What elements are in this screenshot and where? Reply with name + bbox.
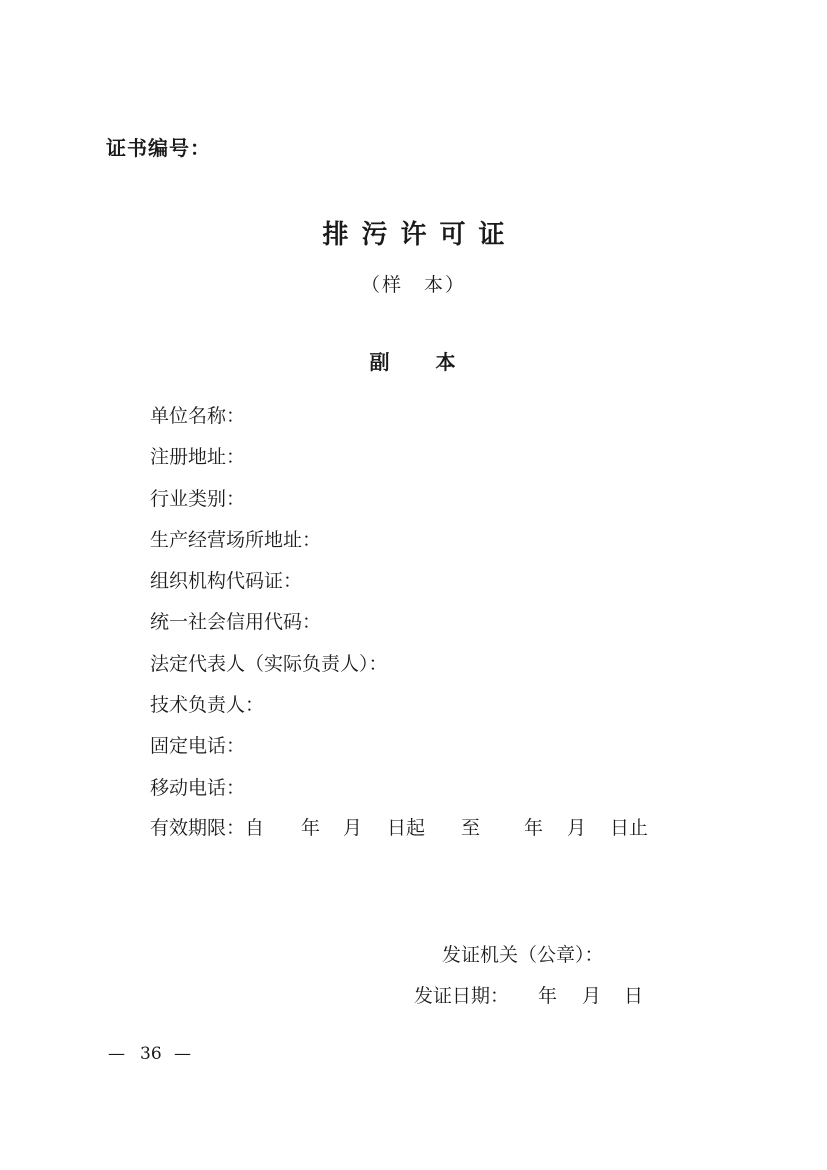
- validity-day-start: 日起: [387, 817, 426, 839]
- validity-year-end: 年: [524, 817, 544, 839]
- page-number-dash-left: —: [108, 1044, 125, 1064]
- field-site-address: 生产经营场所地址：: [150, 528, 322, 551]
- validity-label: 有效期限：: [150, 817, 246, 839]
- issue-date: [414, 981, 643, 1008]
- page-number-dash-right: —: [174, 1044, 191, 1064]
- validity-to: 至: [461, 817, 481, 839]
- field-fixed-phone: 固定电话：: [150, 735, 246, 758]
- page-number-value: 36: [140, 1044, 162, 1064]
- field-legal-representative: 法定代表人（实际负责人）：: [150, 652, 388, 675]
- document-title: 排污许可证: [322, 220, 518, 250]
- field-unit-name: 单位名称：: [150, 405, 246, 427]
- field-industry-category: 行业类别：: [150, 487, 246, 510]
- certificate-number-label: 证书编号：: [106, 136, 211, 160]
- issue-date-label: 发证日期：: [414, 985, 510, 1007]
- validity-day-end: 日止: [610, 817, 649, 839]
- issuing-authority-label: 发证机关（公章）：: [442, 944, 604, 966]
- validity-month-end: 月: [567, 817, 587, 839]
- validity-year-start: 年: [301, 817, 321, 839]
- field-organization-code: 组织机构代码证：: [150, 570, 303, 593]
- field-technical-lead: 技术负责人：: [150, 694, 265, 717]
- issue-date-day: 日: [624, 985, 644, 1007]
- field-list: [150, 404, 388, 817]
- sample-subtitle: （样 本）: [360, 274, 466, 296]
- page-number: [108, 1044, 191, 1064]
- field-registered-address: 注册地址：: [150, 446, 246, 469]
- issue-date-month: 月: [582, 985, 602, 1007]
- validity-from: 自: [245, 817, 265, 839]
- field-credit-code: 统一社会信用代码：: [150, 611, 322, 634]
- issue-date-year: 年: [538, 985, 558, 1007]
- validity-month-start: 月: [343, 817, 363, 839]
- field-mobile-phone: 移动电话：: [150, 776, 246, 799]
- duplicate-copy-label: 副 本: [369, 350, 458, 374]
- validity-period: [150, 816, 648, 840]
